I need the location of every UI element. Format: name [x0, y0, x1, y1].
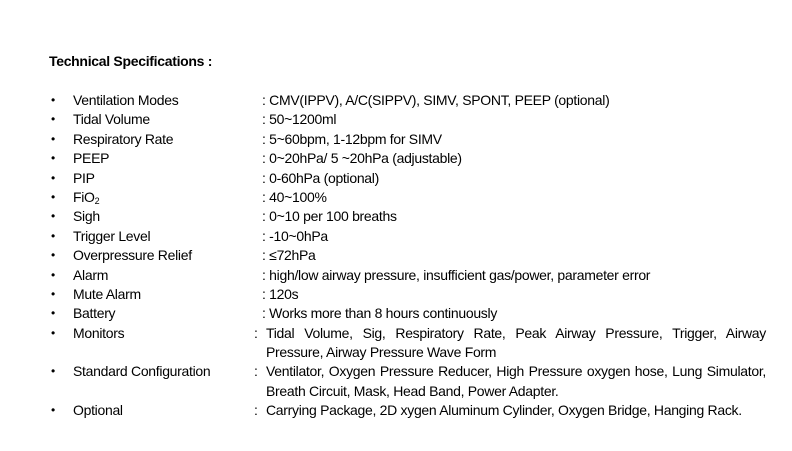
spec-label-text: FiO [73, 188, 95, 205]
spec-value: : 0-60hPa (optional) [262, 169, 379, 186]
spec-label: Standard Configuration [73, 363, 211, 380]
spec-value: : 0~10 per 100 breaths [262, 208, 397, 225]
bullet: • [51, 131, 55, 146]
spec-label: Mute Alarm [73, 285, 141, 302]
spec-label: Sigh [73, 208, 100, 225]
spec-ventilation-modes [0, 91, 792, 110]
spec-peep [0, 149, 792, 168]
bullet: • [51, 286, 55, 301]
spec-label: PIP [73, 169, 95, 186]
spec-value: Carrying Package, 2D xygen Aluminum Cylinder, Oxygen Bridge, Hanging Rack. [266, 402, 742, 419]
bullet: • [51, 209, 55, 224]
spec-value: Tidal Volume, Sig, Respiratory Rate, Peak Airway Pressure, Trigger, Airway Pressure, Airway Pressure Wave Form [266, 324, 766, 361]
spec-label: Optional [73, 402, 123, 419]
spec-colon: : [254, 402, 258, 419]
bullet: • [51, 248, 55, 263]
bullet: • [51, 93, 55, 107]
spec-label: PEEP [73, 150, 110, 167]
spec-standard-configuration [0, 362, 792, 401]
bullet: • [51, 228, 55, 243]
spec-label-subscript: 2 [94, 195, 100, 206]
bullet: • [51, 306, 55, 321]
spec-value: Ventilator, Oxygen Pressure Reducer, High Pressure oxygen hose, Lung Simulator, Breath Circuit, Mask, Head Band, Power Adapter. [266, 363, 766, 399]
spec-alarm [0, 266, 792, 285]
section-title: Technical Specifications : [49, 53, 213, 69]
spec-label: Battery [73, 305, 116, 322]
spec-label: Trigger Level [73, 227, 151, 244]
spec-trigger-level [0, 227, 792, 246]
spec-mute-alarm [0, 285, 792, 304]
spec-colon: : [254, 363, 258, 380]
spec-value: : 0~20hPa/ 5 ~20hPa (adjustable) [262, 150, 462, 167]
spec-value: : -10~0hPa [262, 227, 328, 244]
bullet: • [51, 364, 55, 379]
spec-list [0, 91, 792, 440]
spec-label: Ventilation Modes [73, 92, 179, 108]
spec-label: Respiratory Rate [73, 130, 174, 147]
spec-value: : 120s [262, 285, 299, 302]
spec-sigh [0, 207, 792, 226]
spec-battery [0, 304, 792, 323]
spec-value: : CMV(IPPV), A/C(SIPPV), SIMV, SPONT, PEEP (optional) [262, 92, 610, 108]
spec-label: Overpressure Relief [73, 247, 192, 264]
bullet: • [51, 112, 55, 127]
bullet: • [51, 189, 55, 204]
spec-tidal-volume [0, 110, 792, 129]
spec-label: Monitors [73, 324, 125, 341]
spec-optional [0, 401, 792, 440]
spec-label: Tidal Volume [73, 111, 150, 128]
spec-colon: : [254, 324, 258, 341]
bullet: • [51, 403, 55, 418]
spec-value: : ≤72hPa [262, 247, 316, 264]
spec-monitors [0, 324, 792, 363]
spec-respiratory-rate [0, 130, 792, 149]
bullet: • [51, 267, 55, 282]
spec-value: : Works more than 8 hours continuously [262, 305, 498, 322]
spec-value: : 50~1200ml [262, 111, 337, 128]
spec-label: Alarm [73, 266, 109, 283]
spec-value: : 5~60bpm, 1-12bpm for SIMV [262, 130, 442, 147]
spec-overpressure-relief [0, 246, 792, 265]
bullet: • [51, 170, 55, 185]
spec-value: : high/low airway pressure, insufficient gas/power, parameter error [262, 266, 651, 283]
bullet: • [51, 325, 55, 340]
spec-pip [0, 169, 792, 188]
spec-value: : 40~100% [262, 188, 327, 205]
bullet: • [51, 151, 55, 166]
spec-fio2 [0, 188, 792, 207]
